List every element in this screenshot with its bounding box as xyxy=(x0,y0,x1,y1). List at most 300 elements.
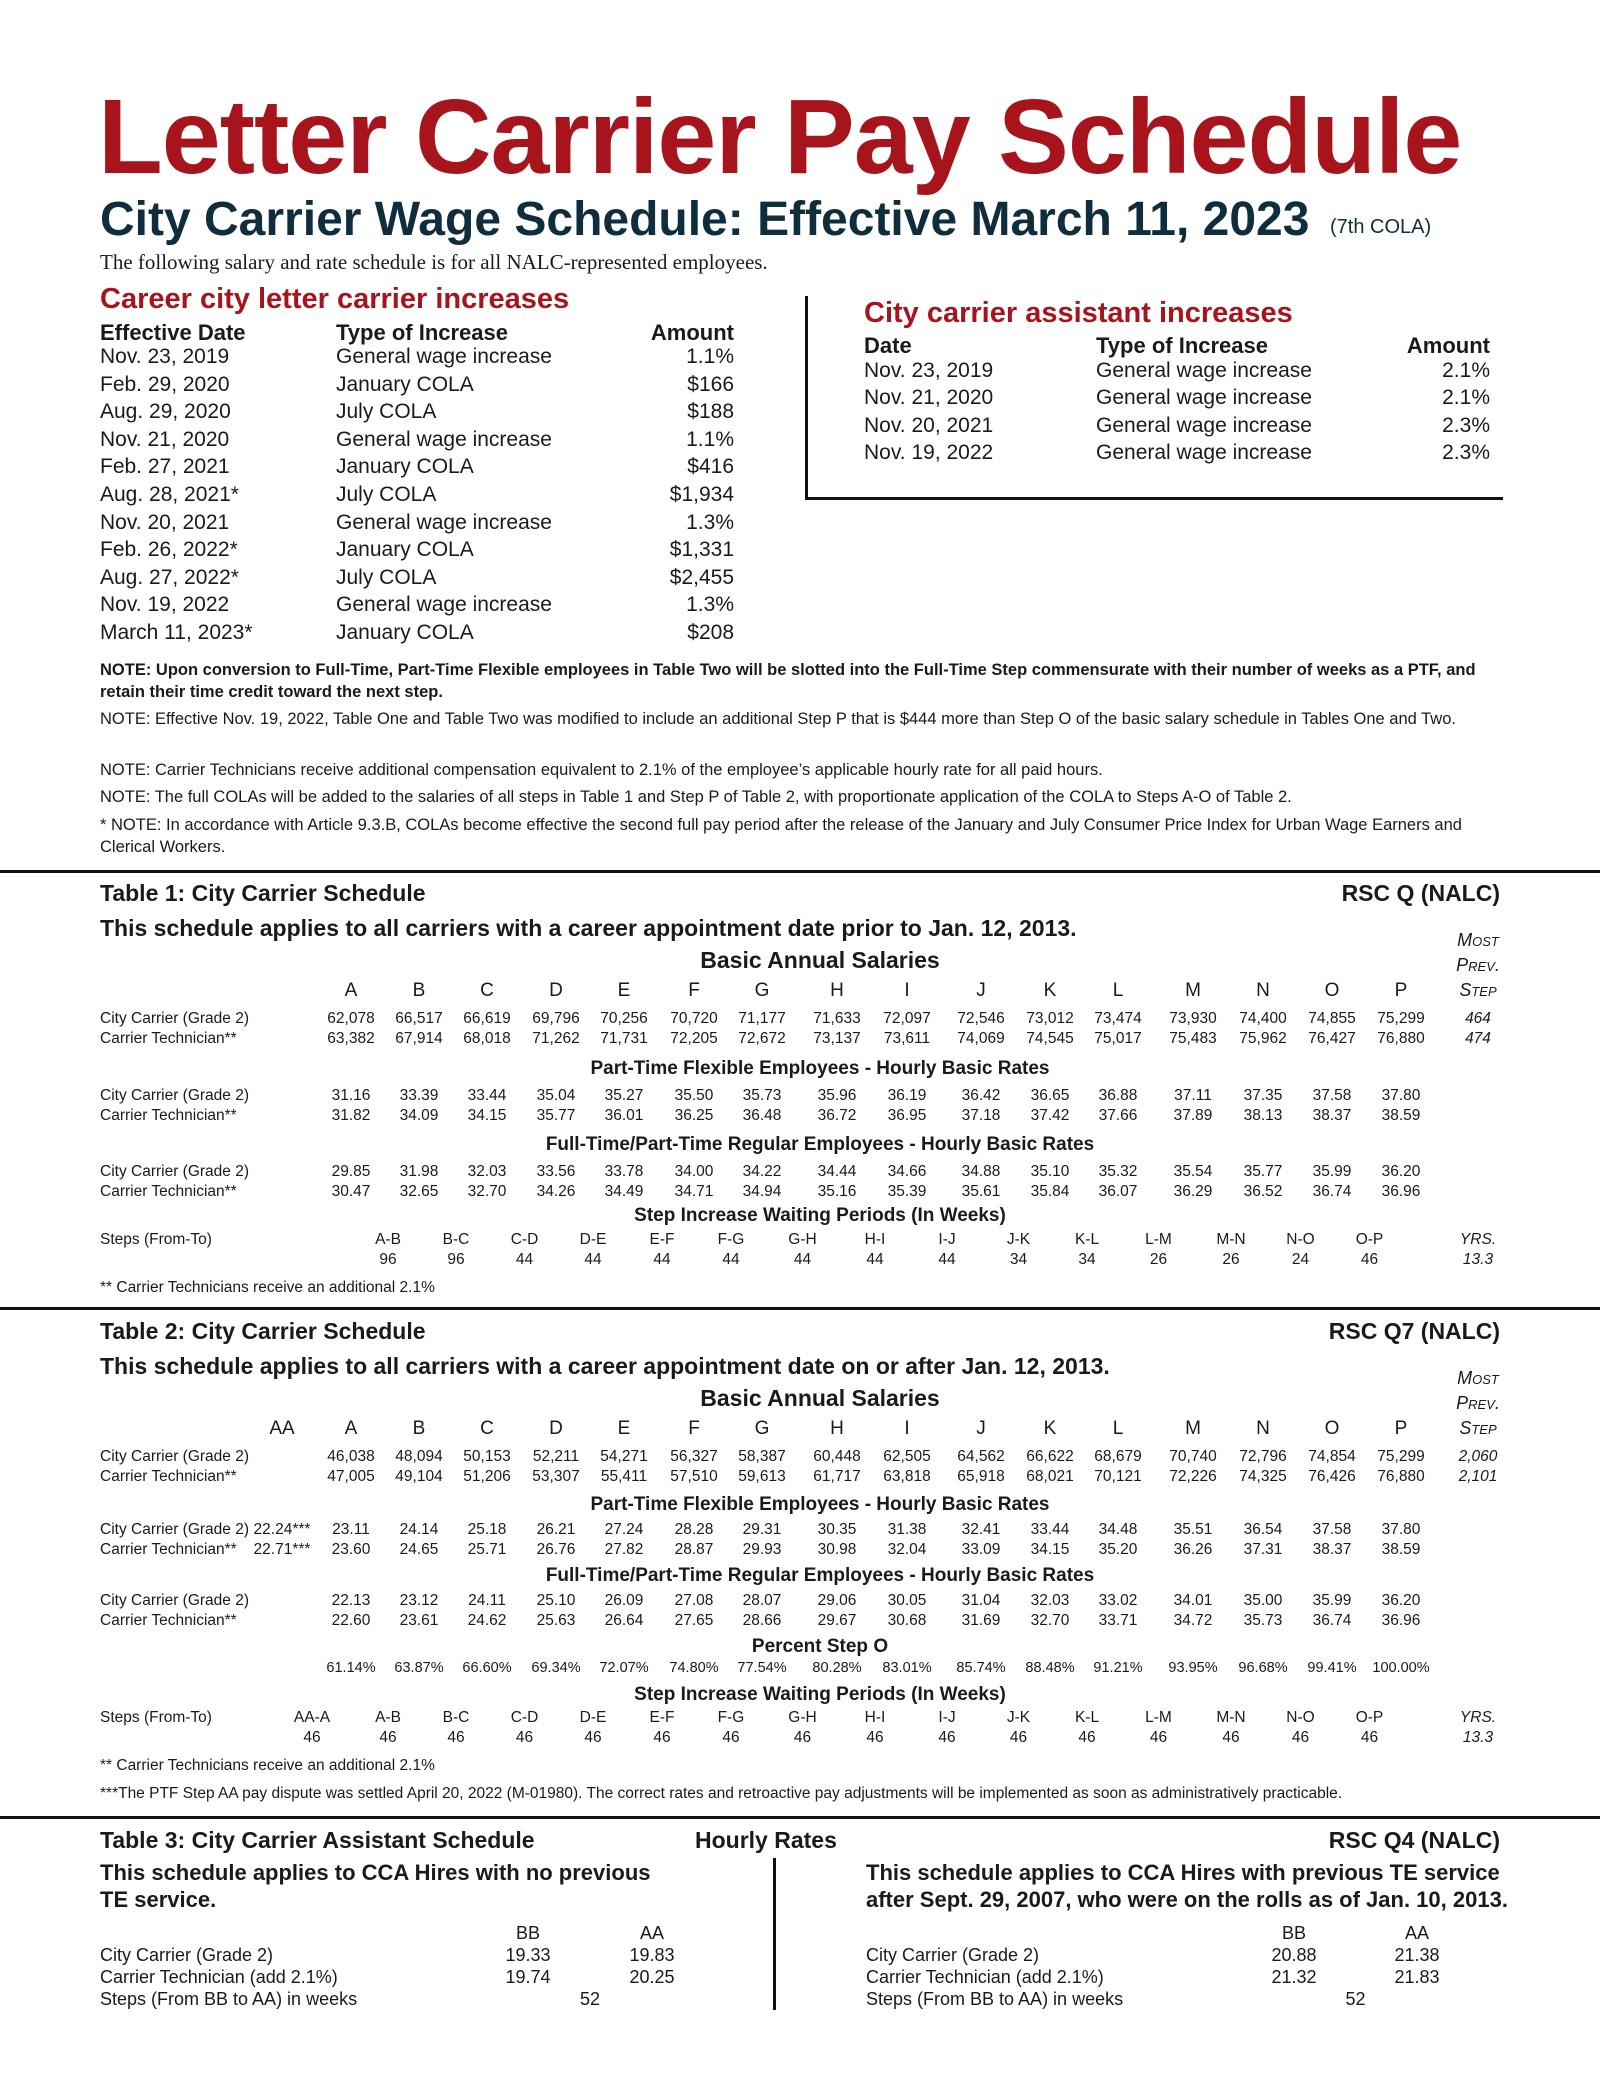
ptf-rate-cell: 30.98 xyxy=(817,1541,857,1558)
salary-cell: 76,880 xyxy=(1377,1468,1425,1485)
ptf-rate-cell: 35.51 xyxy=(1173,1521,1213,1538)
career-col-date: Effective Date xyxy=(100,320,246,345)
step-header: E xyxy=(617,980,631,1001)
ft-rate-cell: 33.02 xyxy=(1098,1592,1138,1609)
cca-row-type: General wage increase xyxy=(1096,440,1312,464)
carrier-technician-label: Carrier Technician** xyxy=(100,1612,237,1629)
ptf-rate-cell: 36.54 xyxy=(1243,1521,1283,1538)
salary-cell: 76,426 xyxy=(1308,1468,1356,1485)
career-col-type: Type of Increase xyxy=(336,320,508,345)
wait-weeks: 96 xyxy=(447,1251,465,1268)
wait-weeks: 46 xyxy=(1222,1729,1240,1746)
ft-rate-cell: 35.10 xyxy=(1030,1163,1070,1180)
salary-cell: 63,818 xyxy=(883,1468,931,1485)
ft-rate-cell: 34.72 xyxy=(1173,1612,1213,1629)
ptf-rate-cell: 34.15 xyxy=(1030,1541,1070,1558)
salary-cell: 75,483 xyxy=(1169,1030,1217,1047)
rate-cell: 21.32 xyxy=(1271,1967,1317,1987)
step-header: C xyxy=(480,980,494,1001)
ptf-rate-cell: 28.28 xyxy=(674,1521,714,1538)
percent-cell: 74.80% xyxy=(669,1660,719,1676)
ptf-rate-cell: 23.60 xyxy=(331,1541,371,1558)
ft-rate-cell: 28.07 xyxy=(742,1592,782,1609)
salary-cell: 73,611 xyxy=(883,1030,931,1047)
city-carrier-label: City Carrier (Grade 2) xyxy=(866,1945,1040,1965)
steps-from-to-label: Steps (From-To) xyxy=(100,1709,212,1726)
salary-cell: 47,005 xyxy=(327,1468,375,1485)
ptf-rate-cell: 31.38 xyxy=(887,1521,927,1538)
waiting-periods-heading: Step Increase Waiting Periods (In Weeks) xyxy=(634,1684,1006,1705)
ft-rate-cell: 35.32 xyxy=(1098,1163,1138,1180)
step-pair: K-L xyxy=(1074,1231,1100,1248)
wait-weeks: 46 xyxy=(793,1729,812,1746)
ptf-rate-cell: 37.58 xyxy=(1312,1087,1352,1104)
table3-left-desc-2: TE service. xyxy=(100,1887,217,1912)
cca-box-left-rule xyxy=(805,296,808,499)
salary-cell: 53,307 xyxy=(532,1468,580,1485)
most-prev-step-heading-3: Step xyxy=(1459,1418,1497,1438)
ptf-rate-cell: 35.04 xyxy=(536,1087,576,1104)
percent-cell: 66.60% xyxy=(462,1660,512,1676)
salary-cell: 72,546 xyxy=(957,1010,1005,1027)
step-header: J xyxy=(976,980,986,1001)
career-row-date: Aug. 27, 2022* xyxy=(100,565,239,589)
salary-cell: 46,038 xyxy=(327,1448,375,1465)
salary-cell: 70,740 xyxy=(1169,1448,1217,1465)
step-header: B xyxy=(412,980,426,1001)
ptf-rate-cell: 27.24 xyxy=(604,1521,644,1538)
career-row-type: July COLA xyxy=(336,483,437,506)
step-header: E xyxy=(617,1418,631,1439)
salary-cell: 49,104 xyxy=(395,1468,443,1485)
wait-weeks: 46 xyxy=(866,1729,884,1746)
career-row-type: July COLA xyxy=(336,565,437,589)
carrier-technician-label: Carrier Technician** xyxy=(100,1468,237,1485)
step-pair: L-M xyxy=(1145,1709,1172,1726)
step-pair: F-G xyxy=(717,1709,745,1726)
ptf-rate-cell: 38.13 xyxy=(1243,1107,1283,1124)
step-header: O xyxy=(1324,980,1340,1001)
steps-weeks-label: Steps (From BB to AA) in weeks xyxy=(866,1989,1124,2009)
ft-rate-cell: 32.03 xyxy=(467,1163,507,1180)
note-conversion: NOTE: Upon conversion to Full-Time, Part-Time Flexible employees in Table Two will be slotted into the Full-Time Step commensurate with their number of weeks as a PTF, and retain their time credit toward the next step. xyxy=(100,661,1476,701)
ptf-rate-cell: 35.50 xyxy=(674,1087,714,1104)
salary-cell: 75,299 xyxy=(1377,1010,1425,1027)
ptf-rate-cell: 37.80 xyxy=(1381,1087,1421,1104)
technician-note: ** Carrier Technicians receive an additional 2.1% xyxy=(100,1279,435,1296)
salary-cell: 75,962 xyxy=(1239,1030,1287,1047)
career-row-date: Nov. 23, 2019 xyxy=(100,345,230,368)
years-label: YRS. xyxy=(1459,1709,1497,1726)
table3-title: Table 3: City Carrier Assistant Schedule xyxy=(100,1827,535,1853)
salary-cell: 50,153 xyxy=(463,1448,511,1465)
cca-row-type: General wage increase xyxy=(1096,359,1312,382)
salary-cell: 60,448 xyxy=(813,1448,861,1465)
wait-weeks: 46 xyxy=(1078,1729,1096,1746)
ptf-rate-cell: 37.18 xyxy=(961,1107,1001,1124)
rate-cell: 19.33 xyxy=(505,1945,551,1965)
ptf-rate-cell: 37.11 xyxy=(1174,1087,1212,1104)
ptf-rate-cell: 35.27 xyxy=(604,1087,644,1104)
ft-rate-cell: 34.66 xyxy=(887,1163,927,1180)
ptf-rate-cell: 37.80 xyxy=(1381,1521,1421,1538)
wait-weeks: 34 xyxy=(1009,1251,1028,1268)
step-header: L xyxy=(1112,1418,1124,1439)
step-pair: D-E xyxy=(579,1709,607,1726)
note-article: * NOTE: In accordance with Article 9.3.B, COLAs become effective the second full pay period after the release of the January and July Consumer Price Index for Urban Wage Earners and Clerical Workers. xyxy=(100,816,1462,856)
ptf-dispute-note: ***The PTF Step AA pay dispute was settled April 20, 2022 (M-01980). The correct rates and retroactive pay adjustments will be implemented as soon as administratively practicable. xyxy=(100,1785,1343,1802)
ptf-rate-cell: 27.82 xyxy=(604,1541,644,1558)
salary-cell: 66,517 xyxy=(395,1010,443,1027)
ptf-rate-cell: 36.42 xyxy=(961,1087,1001,1104)
ft-rate-cell: 29.06 xyxy=(817,1592,857,1609)
ptf-heading: Part-Time Flexible Employees - Hourly Basic Rates xyxy=(590,1494,1050,1515)
ptf-rate-cell: 37.31 xyxy=(1243,1541,1283,1558)
rate-cell: 20.88 xyxy=(1271,1945,1317,1965)
step-pair: F-G xyxy=(717,1231,745,1248)
salary-cell: 66,622 xyxy=(1026,1448,1074,1465)
ptf-rate-cell: 32.41 xyxy=(961,1521,1001,1538)
percent-cell: 61.14% xyxy=(326,1660,376,1676)
wait-weeks: 46 xyxy=(653,1729,671,1746)
step-header: A xyxy=(344,980,358,1001)
step-header: I xyxy=(904,1418,910,1439)
table3-left-desc-1: This schedule applies to CCA Hires with no previous xyxy=(100,1860,651,1885)
ft-rate-cell: 35.99 xyxy=(1312,1592,1352,1609)
salary-cell: 56,327 xyxy=(670,1448,718,1465)
wait-weeks: 46 xyxy=(938,1729,956,1746)
ft-rate-cell: 31.04 xyxy=(961,1592,1001,1609)
ft-rate-cell: 30.68 xyxy=(887,1612,927,1629)
step-header: G xyxy=(754,1418,770,1439)
step-pair: I-J xyxy=(938,1231,956,1248)
ptf-rate-cell: 25.18 xyxy=(467,1521,507,1538)
career-row-type: January COLA xyxy=(336,538,474,562)
salary-cell: 63,382 xyxy=(327,1030,375,1047)
salary-cell: 71,262 xyxy=(532,1030,580,1047)
step-pair: AA-A xyxy=(293,1709,331,1726)
cca-increases-heading: City carrier assistant increases xyxy=(864,297,1293,329)
ptf-rate-cell: 37.66 xyxy=(1098,1107,1138,1124)
most-prev-step-value: 2,101 xyxy=(1458,1468,1498,1485)
table1-top-rule xyxy=(0,870,1600,873)
ptf-rate-cell: 36.65 xyxy=(1030,1087,1070,1104)
rate-cell: 21.38 xyxy=(1394,1945,1440,1965)
ptf-rate-cell: 38.59 xyxy=(1381,1107,1421,1124)
ft-rate-cell: 32.70 xyxy=(1030,1612,1070,1629)
career-row-type: January COLA xyxy=(336,372,474,396)
cca-row-type: General wage increase xyxy=(1096,386,1312,410)
basic-salaries-heading: Basic Annual Salaries xyxy=(700,1385,940,1411)
salary-cell: 74,069 xyxy=(957,1030,1005,1047)
ptf-rate-cell: 34.09 xyxy=(399,1107,439,1124)
salary-cell: 51,206 xyxy=(463,1468,511,1485)
salary-cell: 72,796 xyxy=(1239,1448,1287,1465)
rate-cell: 19.74 xyxy=(505,1967,551,1987)
most-prev-step-heading-3: Step xyxy=(1459,980,1497,1000)
step-header: L xyxy=(1112,980,1124,1001)
years-label: YRS. xyxy=(1459,1231,1497,1248)
ptf-heading: Part-Time Flexible Employees - Hourly Basic Rates xyxy=(590,1058,1050,1079)
table2-rsc: RSC Q7 (NALC) xyxy=(1328,1318,1500,1344)
step-header: H xyxy=(830,1418,844,1439)
ft-rate-cell: 23.12 xyxy=(399,1592,439,1609)
salary-cell: 70,121 xyxy=(1094,1468,1142,1485)
ptf-rate-cell: 38.37 xyxy=(1312,1107,1352,1124)
step-pair: A-B xyxy=(375,1231,401,1248)
cca-row-date: Nov. 23, 2019 xyxy=(864,359,994,382)
ft-rate-cell: 34.94 xyxy=(742,1183,782,1200)
salary-cell: 76,880 xyxy=(1377,1030,1425,1047)
cca-row-amount: 2.1% xyxy=(1442,359,1490,382)
table1-title: Table 1: City Carrier Schedule xyxy=(100,880,426,906)
ft-rate-cell: 26.09 xyxy=(604,1592,644,1609)
salary-cell: 61,717 xyxy=(813,1468,861,1485)
ft-rate-cell: 35.84 xyxy=(1030,1183,1070,1200)
ft-rate-cell: 32.70 xyxy=(467,1183,507,1200)
salary-cell: 68,679 xyxy=(1094,1448,1142,1465)
ptf-rate-cell: 35.20 xyxy=(1098,1541,1138,1558)
cca-row-type: General wage increase xyxy=(1096,413,1312,437)
step-header: N xyxy=(1256,980,1270,1001)
note-full-cola: NOTE: The full COLAs will be added to the salaries of all steps in Table 1 and Step P of Table 2, with proportionate application of the COLA to Steps A-O of Table 2. xyxy=(100,788,1292,806)
ptf-rate-cell: 35.77 xyxy=(536,1107,576,1124)
salary-cell: 72,672 xyxy=(738,1030,786,1047)
career-row-type: January COLA xyxy=(336,621,474,644)
career-row-date: Nov. 19, 2022 xyxy=(100,593,230,617)
ptf-rate-cell: 24.65 xyxy=(399,1541,439,1558)
wait-weeks: 46 xyxy=(1009,1729,1028,1746)
table3-hourly-rates: Hourly Rates xyxy=(695,1827,837,1853)
step-pair: I-J xyxy=(938,1709,956,1726)
ft-rate-cell: 35.39 xyxy=(887,1183,927,1200)
ft-rate-cell: 24.11 xyxy=(468,1592,506,1609)
most-prev-step-heading-1: Most xyxy=(1457,930,1499,950)
career-row-type: January COLA xyxy=(336,455,474,479)
ft-rate-cell: 34.71 xyxy=(674,1183,714,1200)
step-header: I xyxy=(904,980,910,1001)
step-pair: O-P xyxy=(1355,1709,1384,1726)
most-prev-step-heading-2: Prev. xyxy=(1456,955,1500,975)
percent-cell: 99.41% xyxy=(1307,1660,1357,1676)
most-prev-step-heading-2: Prev. xyxy=(1456,1393,1500,1413)
wait-weeks: 44 xyxy=(722,1251,740,1268)
step-pair: C-D xyxy=(510,1709,539,1726)
wait-weeks: 26 xyxy=(1149,1251,1168,1268)
city-carrier-label: City Carrier (Grade 2) xyxy=(100,1521,249,1538)
ptf-rate-cell: 36.25 xyxy=(674,1107,714,1124)
ft-rate-cell: 33.56 xyxy=(536,1163,576,1180)
cca-row-date: Nov. 21, 2020 xyxy=(864,386,994,410)
career-row-amount: $2,455 xyxy=(669,565,734,589)
percent-cell: 80.28% xyxy=(812,1660,862,1676)
step-pair: E-F xyxy=(649,1709,675,1726)
wait-weeks: 44 xyxy=(584,1251,602,1268)
rate-cell: 21.83 xyxy=(1394,1967,1440,1987)
career-row-amount: $1,331 xyxy=(669,538,734,562)
career-row-date: Feb. 26, 2022* xyxy=(100,538,238,562)
step-header: P xyxy=(1394,1418,1408,1439)
salary-cell: 74,855 xyxy=(1308,1010,1356,1027)
career-row-date: Aug. 29, 2020 xyxy=(100,400,231,424)
career-row-date: Feb. 27, 2021 xyxy=(100,455,230,479)
ptf-rate-cell: 29.31 xyxy=(742,1521,782,1538)
ft-rate-cell: 23.61 xyxy=(399,1612,439,1629)
ptf-rate-cell: 38.37 xyxy=(1312,1541,1352,1558)
step-header: M xyxy=(1185,1418,1201,1439)
step-pair: K-L xyxy=(1074,1709,1100,1726)
cca-col-amount: Amount xyxy=(1406,333,1490,358)
technician-note: ** Carrier Technicians receive an additional 2.1% xyxy=(100,1757,435,1774)
step-pair: E-F xyxy=(649,1231,675,1248)
wait-weeks: 44 xyxy=(793,1251,812,1268)
ft-rate-cell: 36.74 xyxy=(1312,1612,1352,1629)
ptf-rate-cell: 36.95 xyxy=(887,1107,927,1124)
step-pair: C-D xyxy=(510,1231,539,1248)
ft-rate-cell: 33.78 xyxy=(604,1163,644,1180)
percent-cell: 85.74% xyxy=(956,1660,1006,1676)
table3-divider xyxy=(773,1858,776,2010)
step-header: O xyxy=(1324,1418,1340,1439)
ft-rate-cell: 32.65 xyxy=(399,1183,439,1200)
ft-rate-cell: 36.07 xyxy=(1098,1183,1138,1200)
ft-rate-cell: 22.60 xyxy=(331,1612,371,1629)
city-carrier-label: City Carrier (Grade 2) xyxy=(100,1010,249,1027)
career-row-type: General wage increase xyxy=(336,345,552,368)
salary-cell: 76,427 xyxy=(1308,1030,1356,1047)
career-row-date: March 11, 2023* xyxy=(100,621,253,644)
ptf-rate-cell: 36.88 xyxy=(1098,1087,1138,1104)
percent-cell: 88.48% xyxy=(1025,1660,1075,1676)
ptf-rate-cell: 28.87 xyxy=(674,1541,714,1558)
steps-weeks-value: 52 xyxy=(579,1989,601,2009)
ft-rate-cell: 36.20 xyxy=(1381,1592,1421,1609)
carrier-technician-label: Carrier Technician** xyxy=(100,1107,237,1124)
most-prev-step-value: 2,060 xyxy=(1458,1448,1498,1465)
step-pair: N-O xyxy=(1286,1231,1315,1248)
wait-weeks: 44 xyxy=(653,1251,671,1268)
career-row-date: Nov. 21, 2020 xyxy=(100,427,230,451)
step-pair: J-K xyxy=(1006,1231,1031,1248)
ptf-rate-cell: 33.44 xyxy=(467,1087,507,1104)
wait-weeks: 44 xyxy=(515,1251,534,1268)
salary-cell: 72,226 xyxy=(1169,1468,1217,1485)
ft-rate-cell: 35.00 xyxy=(1243,1592,1283,1609)
career-row-amount: 1.1% xyxy=(686,427,734,451)
step-header: J xyxy=(976,1418,986,1439)
ptf-rate-cell: 33.39 xyxy=(399,1087,439,1104)
years-value: 13.3 xyxy=(1462,1729,1494,1746)
step-pair: O-P xyxy=(1355,1231,1384,1248)
ptf-rate-cell: 36.48 xyxy=(742,1107,782,1124)
carrier-technician-label: Carrier Technician** xyxy=(100,1030,237,1047)
salary-cell: 73,930 xyxy=(1169,1010,1217,1027)
step-header-aa: AA xyxy=(269,1418,295,1439)
carrier-technician-label: Carrier Technician (add 2.1%) xyxy=(100,1967,338,1987)
table2-title: Table 2: City Carrier Schedule xyxy=(100,1318,426,1344)
ft-rate-cell: 25.10 xyxy=(536,1592,576,1609)
ft-rate-cell: 29.67 xyxy=(817,1612,857,1629)
career-row-type: General wage increase xyxy=(336,427,552,451)
most-prev-step-value: 474 xyxy=(1465,1030,1491,1047)
wait-weeks: 46 xyxy=(303,1729,321,1746)
note-step-p: NOTE: Effective Nov. 19, 2022, Table One and Table Two was modified to include an additional Step P that is $444 more than Step O of the basic salary schedule in Tables One and Two. xyxy=(100,710,1456,728)
waiting-periods-heading: Step Increase Waiting Periods (In Weeks) xyxy=(634,1205,1006,1226)
salary-cell: 58,387 xyxy=(738,1448,786,1465)
career-row-amount: $1,934 xyxy=(669,483,734,506)
salary-cell: 73,474 xyxy=(1094,1010,1142,1027)
ft-heading: Full-Time/Part-Time Regular Employees - Hourly Basic Rates xyxy=(545,1134,1095,1155)
step-header: N xyxy=(1256,1418,1270,1439)
ptf-rate-cell: 33.44 xyxy=(1030,1521,1070,1538)
ptf-rate-cell: 36.19 xyxy=(887,1087,927,1104)
ptf-rate-cell: 29.93 xyxy=(742,1541,782,1558)
step-pair: B-C xyxy=(442,1231,470,1248)
ft-rate-cell: 34.26 xyxy=(536,1183,576,1200)
salary-cell: 74,325 xyxy=(1239,1468,1287,1485)
ft-rate-cell: 30.05 xyxy=(887,1592,927,1609)
salary-cell: 65,918 xyxy=(957,1468,1005,1485)
salary-cell: 68,021 xyxy=(1026,1468,1074,1485)
table3-top-rule xyxy=(0,1816,1600,1819)
table3-left-bb-head: BB xyxy=(515,1923,540,1943)
city-carrier-label: City Carrier (Grade 2) xyxy=(100,1163,249,1180)
ft-rate-cell: 36.52 xyxy=(1243,1183,1283,1200)
career-row-date: Nov. 20, 2021 xyxy=(100,510,230,534)
ptf-rate-cell: 35.96 xyxy=(817,1087,857,1104)
salary-cell: 68,018 xyxy=(463,1030,511,1047)
salary-cell: 59,613 xyxy=(738,1468,786,1485)
ft-rate-cell: 35.16 xyxy=(817,1183,857,1200)
percent-cell: 77.54% xyxy=(737,1660,787,1676)
percent-cell: 69.34% xyxy=(531,1660,581,1676)
step-header: K xyxy=(1043,980,1057,1001)
ft-rate-cell: 34.01 xyxy=(1173,1592,1213,1609)
step-header: K xyxy=(1043,1418,1057,1439)
step-header: D xyxy=(549,980,563,1001)
ft-rate-cell: 22.13 xyxy=(331,1592,371,1609)
step-pair: D-E xyxy=(579,1231,607,1248)
table1-subtitle: This schedule applies to all carriers with a career appointment date prior to Jan. 12, 2013. xyxy=(100,915,1077,941)
ft-rate-cell: 35.54 xyxy=(1173,1163,1213,1180)
salary-cell: 48,094 xyxy=(395,1448,443,1465)
ptf-rate-cell: 26.76 xyxy=(536,1541,576,1558)
career-row-amount: 1.3% xyxy=(686,593,734,617)
step-pair: M-N xyxy=(1216,1231,1246,1248)
step-header: H xyxy=(830,980,844,1001)
wait-weeks: 46 xyxy=(722,1729,740,1746)
step-header: F xyxy=(688,1418,700,1439)
career-row-type: General wage increase xyxy=(336,593,552,617)
intro-text: The following salary and rate schedule is for all NALC-represented employees. xyxy=(100,250,768,274)
cca-col-type: Type of Increase xyxy=(1096,333,1268,358)
ptf-rate-cell: 37.42 xyxy=(1030,1107,1070,1124)
cca-col-date: Date xyxy=(864,333,912,358)
ft-rate-cell: 34.49 xyxy=(604,1183,644,1200)
salary-cell: 57,510 xyxy=(670,1468,718,1485)
step-header: B xyxy=(412,1418,426,1439)
career-row-amount: 1.1% xyxy=(686,345,734,368)
table2-subtitle: This schedule applies to all carriers with a career appointment date on or after Jan. 12, 2013. xyxy=(100,1353,1110,1379)
career-row-amount: $166 xyxy=(687,372,734,396)
table3-right-bb-head: BB xyxy=(1281,1923,1306,1943)
ptf-rate-cell: 31.82 xyxy=(331,1107,371,1124)
ft-rate-cell: 36.96 xyxy=(1381,1612,1421,1629)
wait-weeks: 46 xyxy=(1360,1729,1379,1746)
step-header: P xyxy=(1394,980,1408,1001)
table2-top-rule xyxy=(0,1307,1600,1310)
career-row-date: Feb. 29, 2020 xyxy=(100,372,230,396)
